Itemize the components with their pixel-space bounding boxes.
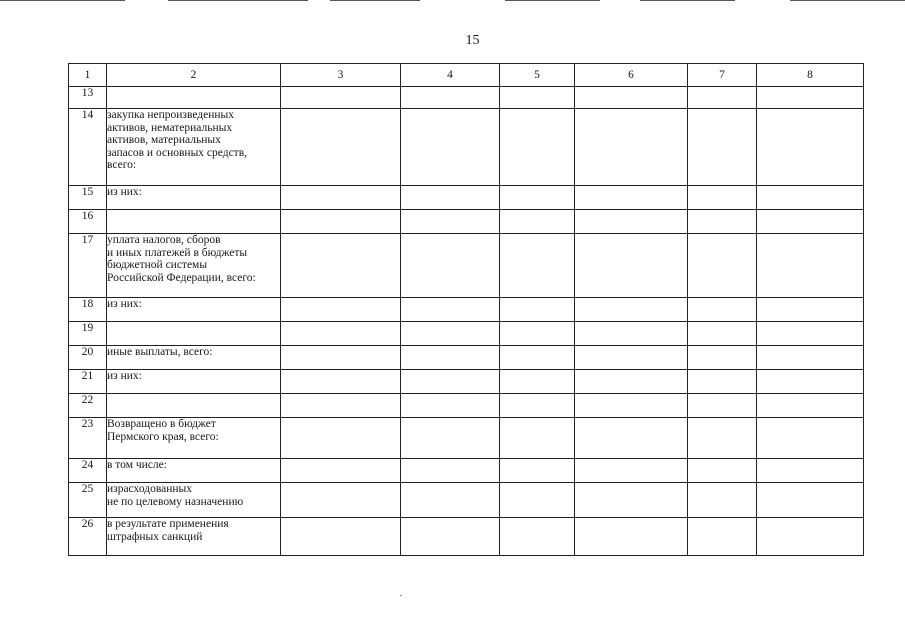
row-label [107, 87, 281, 109]
value-cell [688, 459, 757, 483]
table-row [69, 298, 864, 322]
value-cell [757, 346, 864, 370]
table-row [69, 370, 864, 394]
row-number: 26 [69, 518, 107, 556]
value-cell [688, 370, 757, 394]
value-cell [500, 109, 575, 186]
row-label: из них: [107, 370, 281, 394]
row-number: 23 [69, 418, 107, 459]
value-cell [688, 186, 757, 210]
column-header: 7 [688, 64, 757, 87]
table-row [69, 210, 864, 234]
value-cell [500, 298, 575, 322]
table-body [69, 64, 864, 556]
value-cell [757, 459, 864, 483]
scan-edge-line [330, 0, 420, 1]
value-cell [281, 346, 401, 370]
row-number: 17 [69, 234, 107, 298]
column-header: 4 [401, 64, 500, 87]
table-row [69, 87, 864, 109]
value-cell [757, 483, 864, 518]
scan-edge-line [640, 0, 735, 1]
value-cell [281, 394, 401, 418]
value-cell [281, 322, 401, 346]
row-number: 22 [69, 394, 107, 418]
value-cell [401, 298, 500, 322]
value-cell [500, 186, 575, 210]
value-cell [575, 346, 688, 370]
table-row [69, 483, 864, 518]
row-number: 20 [69, 346, 107, 370]
value-cell [281, 109, 401, 186]
value-cell [281, 418, 401, 459]
value-cell [575, 109, 688, 186]
value-cell [401, 87, 500, 109]
scan-edge-line [168, 0, 308, 1]
table-row [69, 418, 864, 459]
value-cell [500, 418, 575, 459]
column-header: 5 [500, 64, 575, 87]
row-number: 14 [69, 109, 107, 186]
value-cell [757, 186, 864, 210]
value-cell [401, 109, 500, 186]
value-cell [281, 459, 401, 483]
value-cell [575, 210, 688, 234]
value-cell [757, 322, 864, 346]
column-header: 1 [69, 64, 107, 87]
value-cell [757, 210, 864, 234]
value-cell [575, 298, 688, 322]
scan-edge-line [0, 0, 125, 1]
value-cell [757, 394, 864, 418]
value-cell [757, 234, 864, 298]
row-label [107, 394, 281, 418]
value-cell [401, 234, 500, 298]
value-cell [500, 234, 575, 298]
value-cell [401, 483, 500, 518]
table-row [69, 186, 864, 210]
value-cell [401, 210, 500, 234]
column-header: 6 [575, 64, 688, 87]
value-cell [688, 418, 757, 459]
value-cell [500, 459, 575, 483]
value-cell [688, 298, 757, 322]
value-cell [688, 322, 757, 346]
value-cell [688, 109, 757, 186]
value-cell [281, 234, 401, 298]
value-cell [575, 518, 688, 556]
value-cell [281, 298, 401, 322]
value-cell [575, 483, 688, 518]
value-cell [401, 418, 500, 459]
value-cell [281, 483, 401, 518]
value-cell [281, 370, 401, 394]
value-cell [575, 370, 688, 394]
value-cell [500, 394, 575, 418]
table-row [69, 322, 864, 346]
value-cell [688, 483, 757, 518]
value-cell [757, 298, 864, 322]
value-cell [500, 483, 575, 518]
table-row [69, 518, 864, 556]
table-row [69, 459, 864, 483]
page-number: 15 [465, 33, 480, 48]
value-cell [500, 87, 575, 109]
table-row [69, 109, 864, 186]
row-number: 21 [69, 370, 107, 394]
value-cell [575, 418, 688, 459]
value-cell [575, 234, 688, 298]
scan-edge-line [505, 0, 600, 1]
row-label: израсходованных не по целевому назначению [107, 483, 281, 518]
scan-speck [400, 595, 402, 596]
value-cell [401, 518, 500, 556]
row-number: 25 [69, 483, 107, 518]
row-label: Возвращено в бюджет Пермского края, всего: [107, 418, 281, 459]
row-number: 15 [69, 186, 107, 210]
value-cell [401, 370, 500, 394]
value-cell [688, 346, 757, 370]
value-cell [757, 370, 864, 394]
table-header-row [69, 64, 864, 87]
row-label [107, 322, 281, 346]
value-cell [575, 186, 688, 210]
row-number: 18 [69, 298, 107, 322]
row-number: 16 [69, 210, 107, 234]
scan-edge-line [790, 0, 905, 1]
value-cell [688, 87, 757, 109]
value-cell [575, 322, 688, 346]
value-cell [688, 234, 757, 298]
value-cell [401, 459, 500, 483]
value-cell [575, 394, 688, 418]
value-cell [401, 322, 500, 346]
column-header: 8 [757, 64, 864, 87]
value-cell [401, 186, 500, 210]
value-cell [401, 394, 500, 418]
value-cell [757, 518, 864, 556]
column-header: 2 [107, 64, 281, 87]
value-cell [757, 418, 864, 459]
row-label: из них: [107, 186, 281, 210]
value-cell [757, 109, 864, 186]
value-cell [281, 518, 401, 556]
value-cell [757, 87, 864, 109]
value-cell [500, 370, 575, 394]
value-cell [688, 518, 757, 556]
row-label: в результате применения штрафных санкций [107, 518, 281, 556]
value-cell [281, 87, 401, 109]
table-row [69, 346, 864, 370]
row-label [107, 210, 281, 234]
row-label: закупка непроизведенных активов, нематериальных активов, материальных запасов и основных средств, всего: [107, 109, 281, 186]
row-number: 19 [69, 322, 107, 346]
report-table [68, 63, 864, 556]
value-cell [281, 186, 401, 210]
value-cell [500, 346, 575, 370]
row-label: из них: [107, 298, 281, 322]
row-label: иные выплаты, всего: [107, 346, 281, 370]
row-number: 13 [69, 87, 107, 109]
value-cell [575, 87, 688, 109]
table-row [69, 234, 864, 298]
row-label: в том числе: [107, 459, 281, 483]
value-cell [688, 394, 757, 418]
value-cell [500, 518, 575, 556]
value-cell [401, 346, 500, 370]
value-cell [575, 459, 688, 483]
table-row [69, 394, 864, 418]
value-cell [500, 322, 575, 346]
column-header: 3 [281, 64, 401, 87]
value-cell [688, 210, 757, 234]
value-cell [500, 210, 575, 234]
row-number: 24 [69, 459, 107, 483]
value-cell [281, 210, 401, 234]
row-label: уплата налогов, сборов и иных платежей в бюджеты бюджетной системы Российской Федерации, всего: [107, 234, 281, 298]
